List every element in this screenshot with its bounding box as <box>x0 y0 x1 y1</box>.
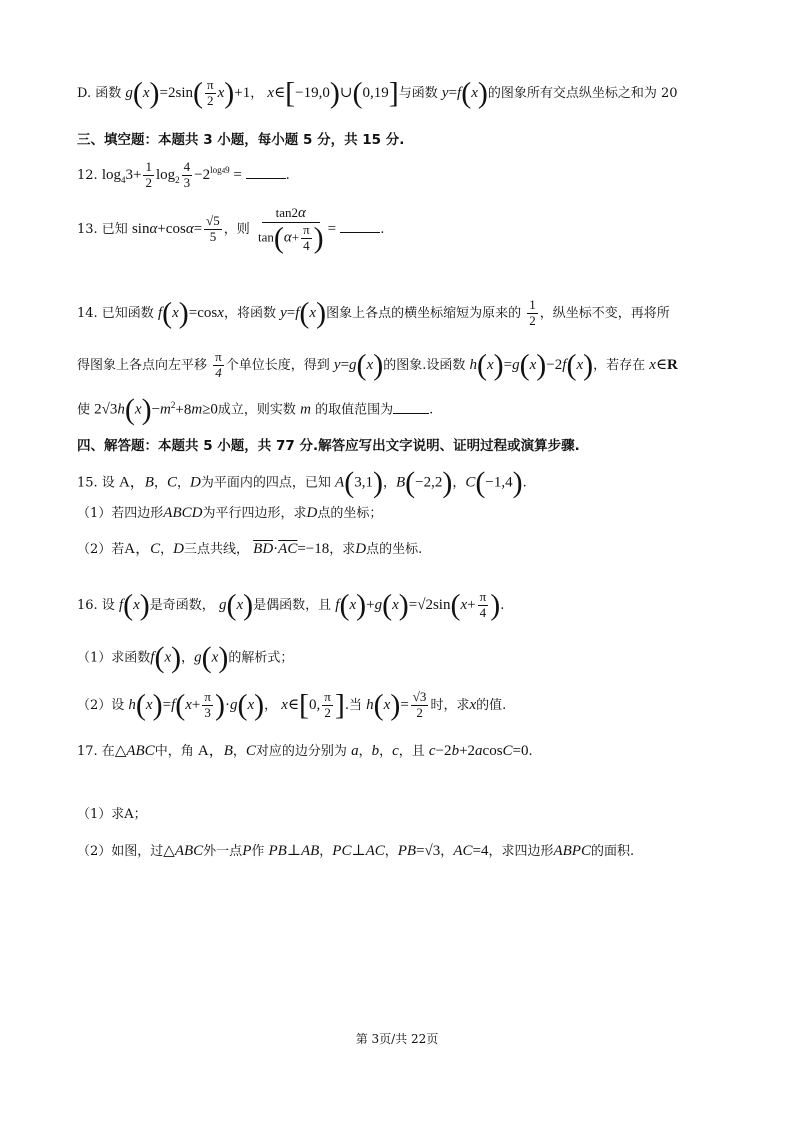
question-12: 12. $\log_43+$ $\frac{1}{2}$ $\log_2$ $\frac{4}{3}$ $-2^{log49}$ = . <box>77 159 290 190</box>
question-16: 16. 设 f(x)是奇函数， g(x)是偶函数，且 f(x)+g(x)=√2sin(x+ $\frac{\pi}{4}$ ). <box>77 588 505 622</box>
question-14-line1: 14. 已知函数 f(x)=cosx，将函数 y=f(x)图象上各点的横坐标缩短为原来的 $\frac{1}{2}$ ，纵坐标不变，再将所 <box>77 296 670 330</box>
question-16-part2: （2）设 h(x)=f(x+ $\frac{\pi}{3}$ )·g(x)， x∈[0, $\frac{\pi}{2}$ ].当 h(x)= $\frac{√3}{2}$ 时，求x的值. <box>77 688 507 722</box>
section-4-heading: 四、解答题：本题共 5 小题，共 77 分.解答应写出文字说明、证明过程或演算步骤. <box>77 438 580 454</box>
question-17-part2: （2）如图，过△ABC外一点P作 PB⊥AB，PC⊥AC，PB=√3，AC=4，求四边形ABPC的面积. <box>77 843 635 859</box>
question-13: 13. 已知 sinα+cosα= $\frac{√5}{5}$ ，则 tan2α tan(α+ $\frac{\pi}{4}$ ) = . <box>77 205 385 255</box>
question-16-part1: （1）求函数f(x)，g(x)的解析式； <box>77 641 294 674</box>
page-footer: 第 3页/共 22页 <box>355 1032 439 1046</box>
question-15: 15. 设 A，B，C，D为平面内的四点，已知 A(3,1)，B(−2,2)，C(−1,4). <box>77 466 527 499</box>
question-14-line3: 使 $2√3h(x)-m^2+8m\ge 0$成立，则实数 m 的取值范围为 . <box>77 393 434 426</box>
question-14-line2: 得图象上各点向左平移 $\frac{\pi}{4}$ 个单位长度，得到 y=g(x)的图象.设函数 h(x)=g(x)−2f(x)，若存在 x∈R <box>77 348 678 382</box>
question-15-part2: （2）若A，C，D三点共线， $\overline{BD}\cdot\overline{AC}=-18$，求D点的坐标. <box>77 541 423 557</box>
question-17: 17. 在△ABC中，角 A，B，C对应的边分别为 a，b，c，且 c−2b+2acosC=0. <box>77 743 533 759</box>
question-17-part1: （1）求A； <box>77 807 147 822</box>
section-3-heading: 三、填空题：本题共 3 小题，每小题 5 分，共 15 分. <box>77 132 405 148</box>
option-d: D. 函数 g(x)=2sin( $\frac{\pi}{2}$ x)+1， x∈[−19,0)∪(0,19]与函数 y=f(x)的图象所有交点纵坐标之和为 20 <box>77 76 678 110</box>
question-15-part1: （1）若四边形ABCD为平行四边形，求D点的坐标； <box>77 505 383 521</box>
